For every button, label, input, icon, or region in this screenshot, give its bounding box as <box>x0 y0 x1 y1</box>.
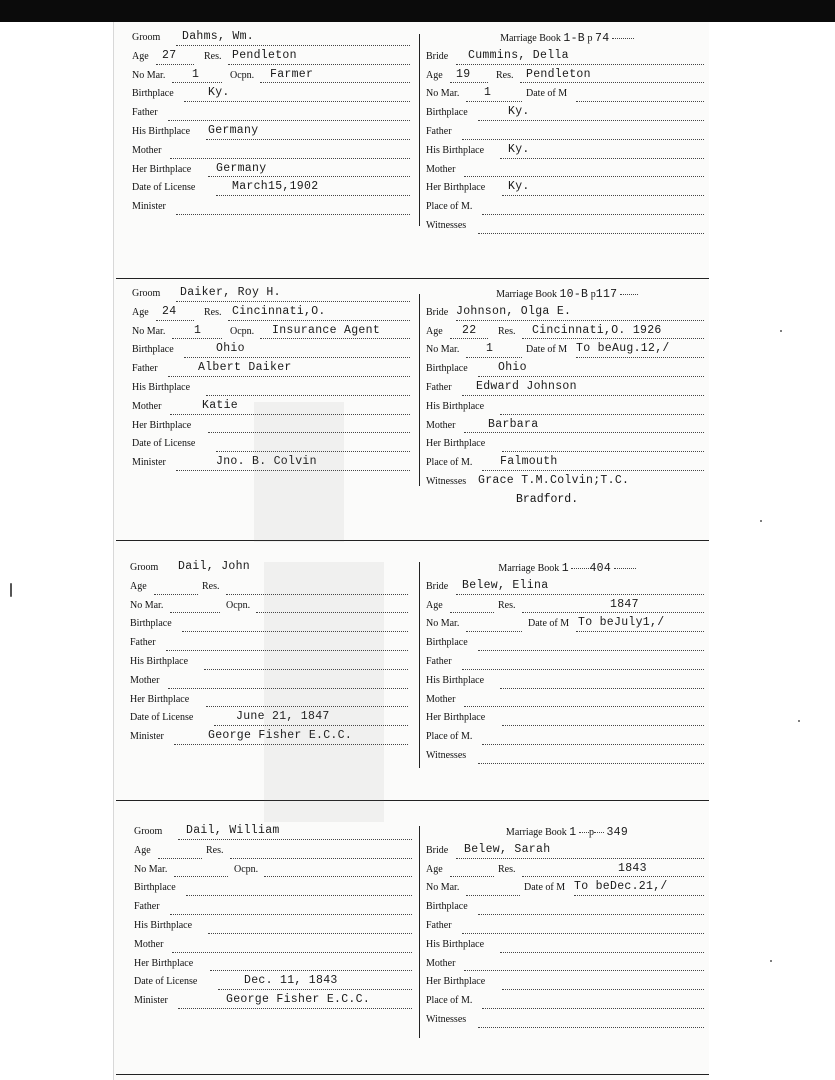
bride-age: 22 <box>462 323 477 337</box>
groom-birthplace: Ky. <box>208 86 230 100</box>
license-row: Date of License June 21, 1847 <box>130 712 412 731</box>
groom-res: Cincinnati,O. <box>232 304 326 318</box>
her-birthplace-row: Her Birthplace Ky. <box>426 182 708 201</box>
his-birthplace-row: His Birthplace <box>426 675 708 694</box>
marriage-book-header: Marriage Book 1 p 349 <box>505 826 629 839</box>
his-birthplace-row: His Birthplace <box>426 401 708 420</box>
mother-row: Mother <box>134 939 416 958</box>
nomar-date-row: No Mar. 1 Date of M <box>426 88 708 107</box>
scan-speck <box>760 520 762 522</box>
minister-row: Minister George Fisher E.C.C. <box>134 995 416 1014</box>
her-birthplace-row: Her Birthplace <box>134 958 416 977</box>
age-res-row: Age 22 Res. Cincinnati,O. 1926 <box>426 326 708 345</box>
groom-his-birthplace: Germany <box>208 123 259 137</box>
bride-no-mar: 1 <box>486 342 494 356</box>
license-row: Date of License March15,1902 <box>132 182 414 201</box>
age-res-row: Age Res. <box>134 845 416 864</box>
father-row: Father Albert Daiker <box>132 363 414 382</box>
age-res-row: Age Res. <box>130 581 412 600</box>
bride-mother: Barbara <box>488 417 539 431</box>
nomar-date-row: No Mar. Date of M To beDec.21,/ <box>426 882 708 901</box>
bride-row: Bride Belew, Sarah <box>426 845 708 864</box>
age-res-row: Age 19 Res. Pendleton <box>426 70 708 89</box>
father-row: Father <box>130 637 412 656</box>
witnesses-continued: Bradford. <box>516 493 579 506</box>
bride-father: Edward Johnson <box>476 379 577 393</box>
column-divider <box>419 294 420 486</box>
bride-column <box>426 32 708 239</box>
birthplace-row: Birthplace <box>426 637 708 656</box>
bride-row: Bride Johnson, Olga E. <box>426 307 708 326</box>
book-page: 117 <box>595 288 618 301</box>
her-birthplace-row: Her Birthplace <box>130 694 412 713</box>
father-row: Father <box>426 920 708 939</box>
witnesses-row: Witnesses <box>426 1014 708 1033</box>
groom-license-date: Dec. 11, 1843 <box>244 974 338 988</box>
bride-no-mar: 1 <box>484 86 492 100</box>
age-res-row: Age 24 Res. Cincinnati,O. <box>132 307 414 326</box>
bride-res: Pendleton <box>526 67 591 81</box>
groom-ocpn: Insurance Agent <box>272 323 381 337</box>
bride-name: Cummins, Della <box>468 48 569 62</box>
groom-license-date: March15,1902 <box>232 180 319 194</box>
age-res-row: Age Res. 1843 <box>426 864 708 883</box>
his-birthplace-row: His Birthplace <box>130 656 412 675</box>
bride-row: Bride Cummins, Della <box>426 51 708 70</box>
father-row: Father <box>134 901 416 920</box>
column-divider <box>419 34 420 226</box>
record-separator <box>116 1074 709 1075</box>
groom-column <box>132 32 414 220</box>
groom-ocpn: Farmer <box>270 67 314 81</box>
column-divider <box>419 562 420 768</box>
groom-license-date: June 21, 1847 <box>236 710 330 724</box>
his-birthplace-row: His Birthplace <box>426 939 708 958</box>
minister-row: Minister Jno. B. Colvin <box>132 457 414 476</box>
bride-res: Cincinnati,O. 1926 <box>532 323 662 337</box>
marriage-record-page <box>113 22 709 1080</box>
bride-name: Johnson, Olga E. <box>456 304 572 318</box>
marriage-place: Falmouth <box>500 455 558 469</box>
witnesses: Grace T.M.Colvin;T.C. <box>478 473 630 487</box>
minister-row: Minister George Fisher E.C.C. <box>130 731 412 750</box>
birthplace-row: Birthplace Ohio <box>426 363 708 382</box>
groom-no-mar: 1 <box>192 67 200 81</box>
birthplace-row: Birthplace Ky. <box>426 107 708 126</box>
mother-row: Mother <box>426 694 708 713</box>
mother-row: Mother <box>132 145 414 164</box>
groom-name: Dail, William <box>186 824 280 837</box>
mother-row: Mother <box>426 958 708 977</box>
witnesses-row: Witnesses <box>426 750 708 769</box>
bride-age: 19 <box>456 67 471 81</box>
her-birthplace-row: Her Birthplace <box>426 976 708 995</box>
her-birthplace-row: Her Birthplace <box>426 712 708 731</box>
groom-minister: George Fisher E.C.C. <box>208 729 353 743</box>
groom-age: 27 <box>162 48 177 62</box>
place-row: Place of M. <box>426 731 708 750</box>
column-divider <box>419 826 420 1038</box>
groom-row: Groom Dail, William <box>134 826 416 845</box>
groom-minister: George Fisher E.C.C. <box>226 993 371 1007</box>
her-birthplace-row: Her Birthplace <box>132 420 414 439</box>
age-res-row: Age 27 Res. Pendleton <box>132 51 414 70</box>
his-birthplace-row: His Birthplace Germany <box>132 126 414 145</box>
marriage-book-header: Marriage Book 10-B p117 <box>426 288 708 307</box>
nomar-date-row: No Mar. Date of M To beJuly1,/ <box>426 618 708 637</box>
marriage-date: To beDec.21,/ <box>574 880 668 894</box>
nomar-date-row: No Mar. 1 Date of M To beAug.12,/ <box>426 344 708 363</box>
groom-birthplace: Ohio <box>216 342 245 356</box>
groom-minister: Jno. B. Colvin <box>216 455 317 469</box>
marriage-book-header: Marriage Book 1 404 <box>426 562 708 581</box>
book-page: 74 <box>595 32 610 45</box>
groom-row: Groom Daiker, Roy H. <box>132 288 414 307</box>
mother-row: Mother Katie <box>132 401 414 420</box>
groom-column <box>134 826 416 1014</box>
nomar-ocpn-row: No Mar. 1 Ocpn. Insurance Agent <box>132 326 414 345</box>
birthplace-row: Birthplace <box>134 882 416 901</box>
book-number: 1 <box>561 562 569 575</box>
birthplace-row: Birthplace Ky. <box>132 88 414 107</box>
book-number: 1 <box>569 826 577 839</box>
groom-age: 24 <box>162 304 177 318</box>
mother-row: Mother Barbara <box>426 420 708 439</box>
groom-father: Albert Daiker <box>198 361 292 375</box>
bride-res: 1847 <box>610 597 639 611</box>
groom-name: Dahms, Wm. <box>182 30 255 43</box>
mother-row: Mother <box>426 164 708 183</box>
scan-speck <box>770 960 772 962</box>
scan-smudge <box>264 562 384 822</box>
father-row: Father <box>426 656 708 675</box>
bride-res: 1843 <box>618 861 647 875</box>
record-separator <box>116 278 709 279</box>
marriage-date: To beAug.12,/ <box>576 342 670 356</box>
place-row: Place of M. <box>426 201 708 220</box>
place-row: Place of M. <box>426 995 708 1014</box>
book-number: 1-B <box>563 32 586 45</box>
father-row: Father <box>132 107 414 126</box>
license-row: Date of License <box>132 438 414 457</box>
his-birthplace-row: His Birthplace Ky. <box>426 145 708 164</box>
book-page: 404 <box>589 562 612 575</box>
license-row: Date of License Dec. 11, 1843 <box>134 976 416 995</box>
groom-mother: Katie <box>202 398 239 412</box>
bride-name: Belew, Elina <box>462 578 549 592</box>
book-number: 10-B <box>559 288 589 301</box>
bride-name: Belew, Sarah <box>464 842 551 856</box>
nomar-ocpn-row: No Mar. Ocpn. <box>134 864 416 883</box>
her-birthplace-row: Her Birthplace <box>426 438 708 457</box>
witnesses-row: Witnesses Grace T.M.Colvin;T.C. <box>426 473 630 487</box>
groom-row: Groom Dail, John <box>130 560 251 573</box>
scanner-top-border <box>0 0 835 22</box>
father-row: Father <box>426 126 708 145</box>
bride-column <box>426 288 708 506</box>
book-page: 349 <box>606 826 629 839</box>
nomar-ocpn-row: No Mar. Ocpn. <box>130 600 412 619</box>
groom-name: Daiker, Roy H. <box>180 286 281 299</box>
birthplace-row: Birthplace Ohio <box>132 344 414 363</box>
scan-smudge <box>254 402 344 542</box>
groom-no-mar: 1 <box>194 323 202 337</box>
groom-her-birthplace: Germany <box>216 161 267 175</box>
witnesses-row: Witnesses <box>426 220 708 239</box>
bride-column <box>426 826 708 1033</box>
bride-his-birthplace: Ky. <box>508 142 530 156</box>
age-res-row: Age Res. 1847 <box>426 600 708 619</box>
groom-row: Groom Dahms, Wm. <box>132 32 414 51</box>
place-row: Place of M. Falmouth <box>426 457 708 476</box>
scan-speck <box>798 720 800 722</box>
his-birthplace-row: His Birthplace <box>134 920 416 939</box>
mother-row: Mother <box>130 675 412 694</box>
bride-row: Bride Belew, Elina <box>426 581 708 600</box>
father-row: Father Edward Johnson <box>426 382 708 401</box>
birthplace-row: Birthplace <box>426 901 708 920</box>
marriage-date: To beJuly1,/ <box>578 616 665 630</box>
birthplace-row: Birthplace <box>130 618 412 637</box>
bride-birthplace: Ohio <box>498 361 527 375</box>
record-separator <box>116 800 709 801</box>
groom-name: Dail, John <box>178 560 251 573</box>
bride-her-birthplace: Ky. <box>508 180 530 194</box>
marriage-book-header: Marriage Book 1-B p 74 <box>426 32 708 51</box>
scan-speck <box>780 330 782 332</box>
minister-row: Minister <box>132 201 414 220</box>
bride-column <box>426 562 708 769</box>
record-separator <box>116 540 709 541</box>
groom-res: Pendleton <box>232 48 297 62</box>
scan-speck <box>10 583 12 597</box>
bride-birthplace: Ky. <box>508 105 530 119</box>
his-birthplace-row: His Birthplace <box>132 382 414 401</box>
her-birthplace-row: Her Birthplace Germany <box>132 164 414 183</box>
nomar-ocpn-row: No Mar. 1 Ocpn. Farmer <box>132 70 414 89</box>
